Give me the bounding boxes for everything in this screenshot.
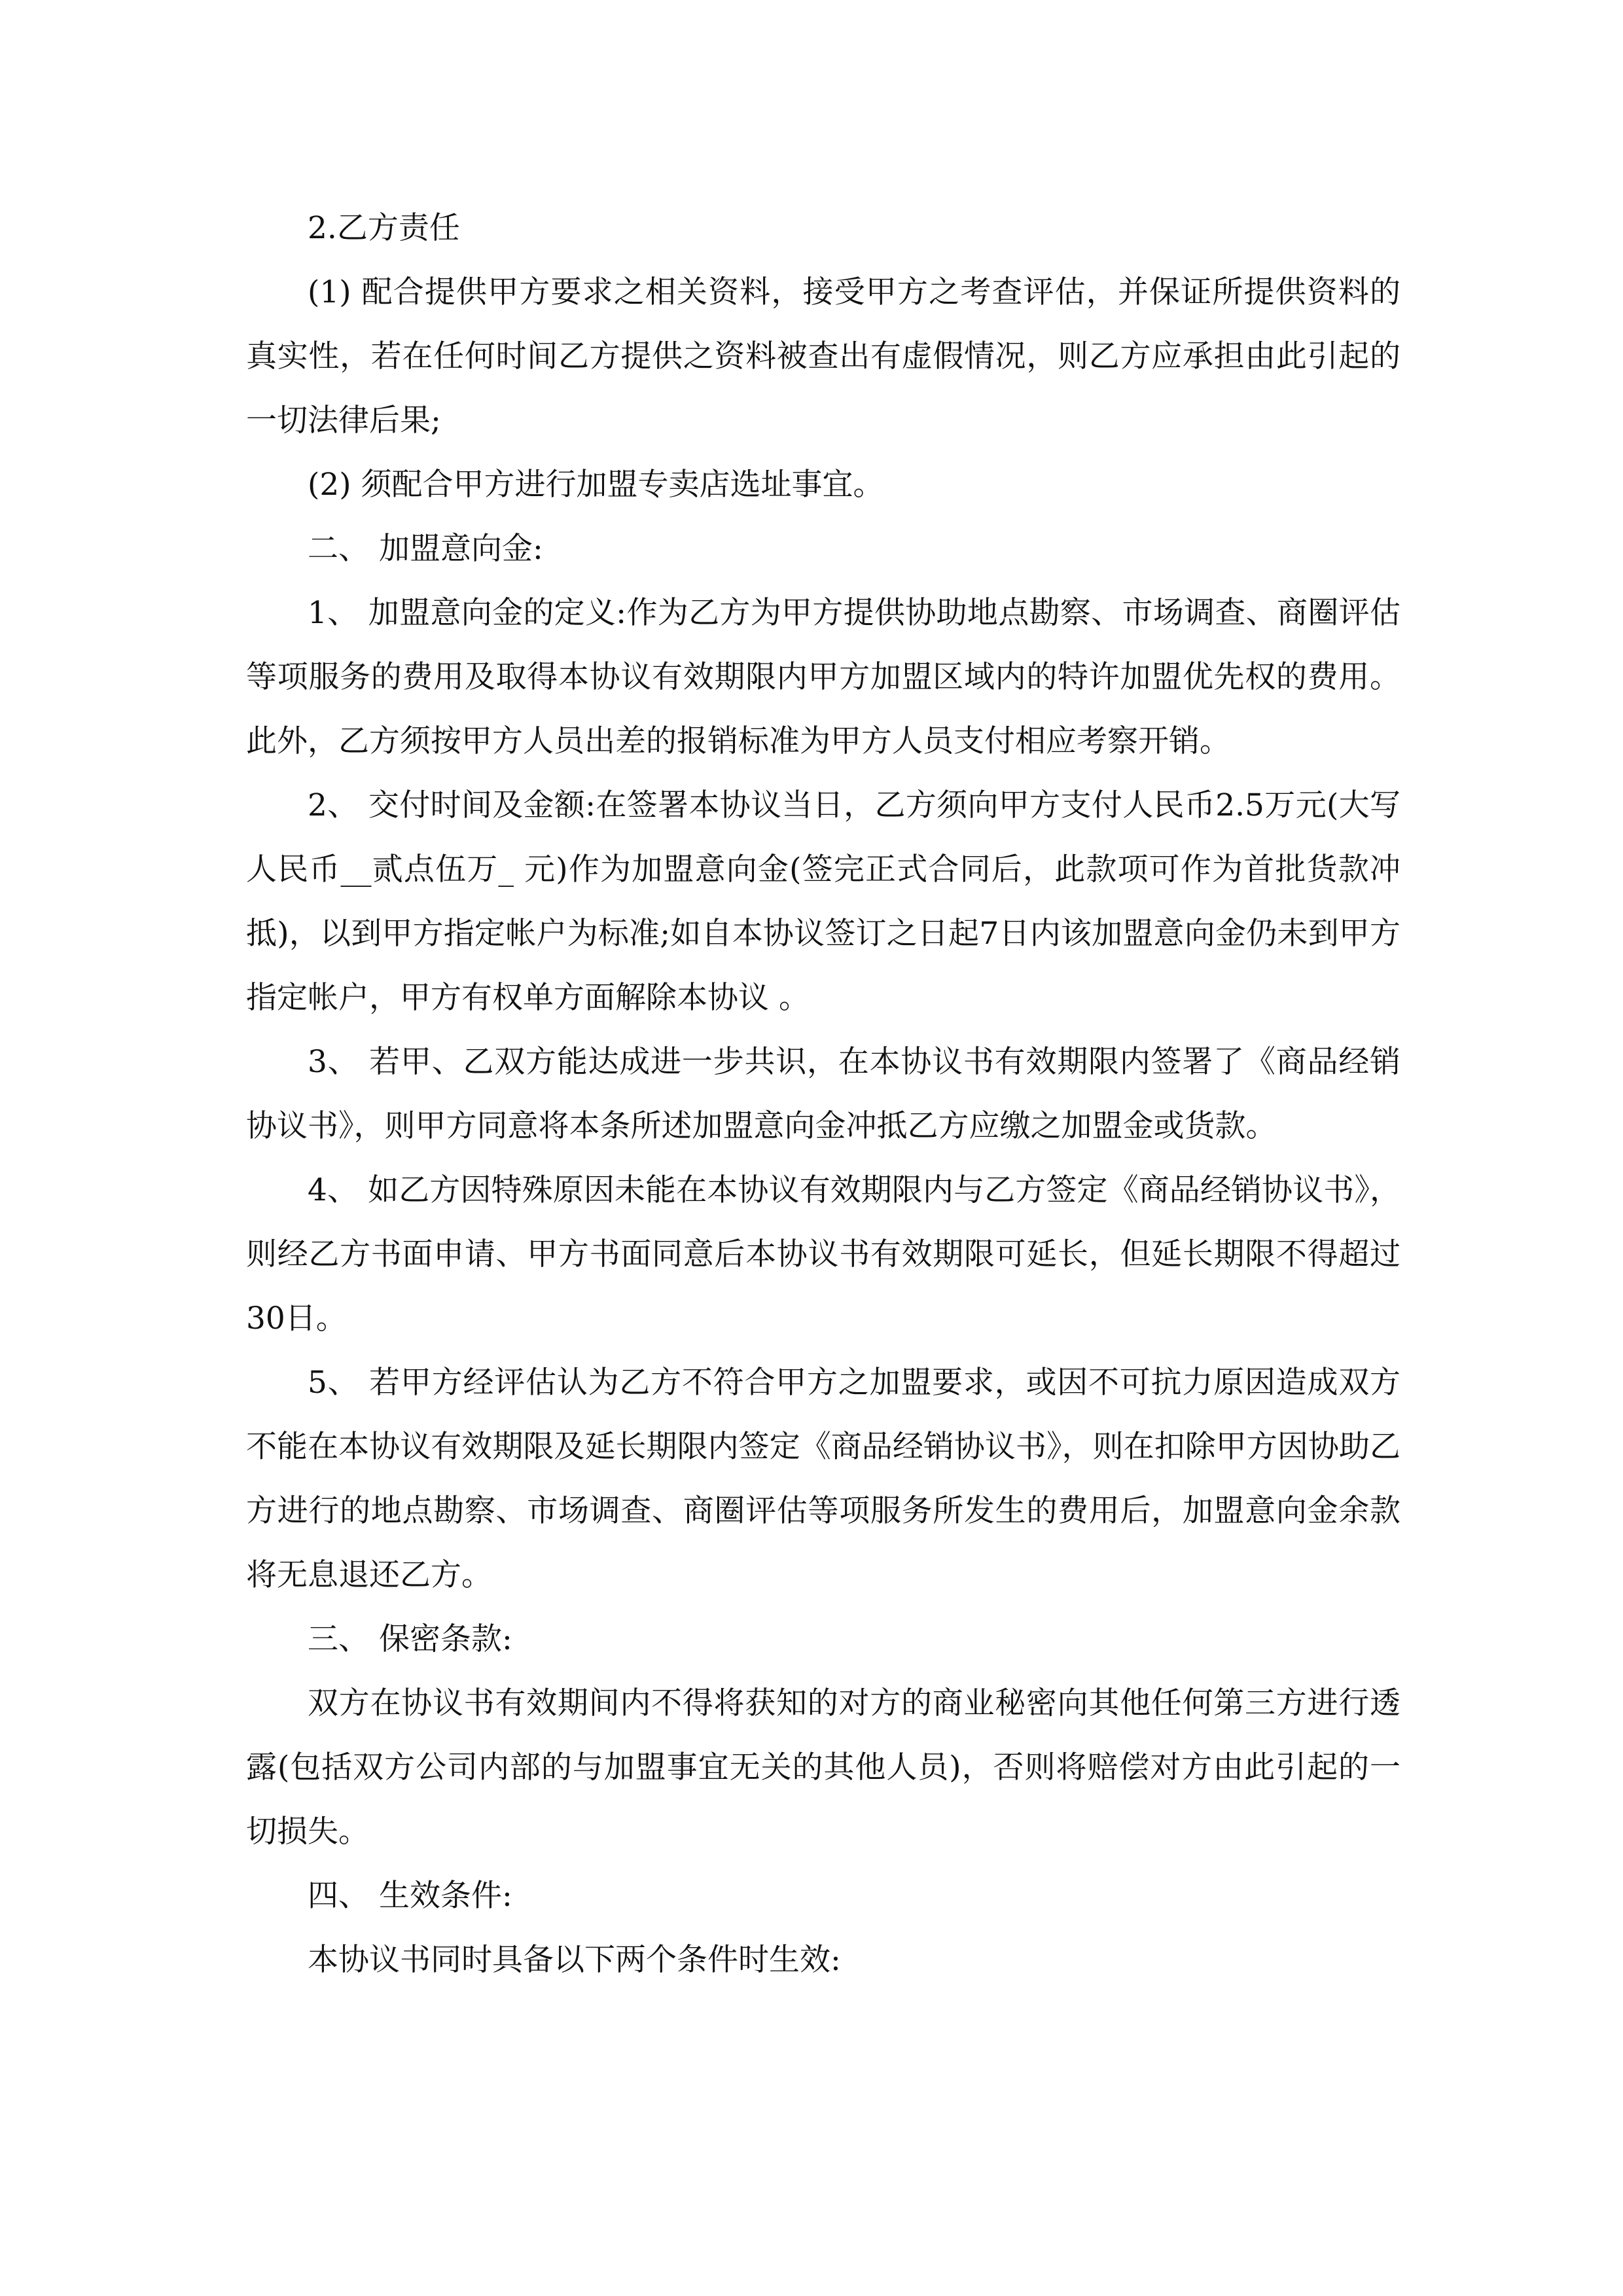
section-heading-confidentiality: 三、 保密条款: (308, 1621, 512, 1657)
paragraph-effective-conditions: 本协议书同时具备以下两个条件时生效: (308, 1942, 841, 1978)
paragraph-item-1: (1) 配合提供甲方要求之相关资料，接受甲方之考查评估，并保证所提供资料的真实性，若在任何时间乙方提供之资料被查出有虚假情况，则乙方应承担由此引起的一切法律后果; (246, 274, 1400, 439)
paragraph-refund: 5、 若甲方经评估认为乙方不符合甲方之加盟要求，或因不可抗力原因造成双方不能在本协议有效期限及延长期限内签定《商品经销协议书》，则在扣除甲方因协助乙方进行的地点勘察、市场调查、商圈评估等项服务所发生的费用后，加盟意向金余款将无息退还乙方。 (246, 1365, 1400, 1593)
section-heading-party-b-responsibility: 2.乙方责任 (308, 210, 460, 246)
section-heading-intention-deposit: 二、 加盟意向金: (308, 531, 543, 567)
paragraph-payment-time-amount: 2、 交付时间及金额:在签署本协议当日，乙方须向甲方支付人民币2.5万元(大写人民币__贰点伍万_ 元)作为加盟意向金(签完正式合同后，此款项可作为首批货款冲抵)，以到甲方指定帐户为标准;如自本协议签订之日起7日内该加盟意向金仍未到甲方指定帐户，甲方有权单方面解除本协议 。 (246, 787, 1400, 1016)
paragraph-extension: 4、 如乙方因特殊原因未能在本协议有效期限内与乙方签定《商品经销协议书》，则经乙方书面申请、甲方书面同意后本协议书有效期限可延长，但延长期限不得超过30日。 (246, 1172, 1400, 1336)
paragraph-confidentiality: 双方在协议书有效期间内不得将获知的对方的商业秘密向其他任何第三方进行透露(包括双方公司内部的与加盟事宜无关的其他人员)，否则将赔偿对方由此引起的一切损失。 (246, 1685, 1400, 1850)
paragraph-deposit-definition: 1、 加盟意向金的定义:作为乙方为甲方提供协助地点勘察、市场调查、商圈评估等项服务的费用及取得本协议有效期限内甲方加盟区域内的特许加盟优先权的费用。此外，乙方须按甲方人员出差的报销标准为甲方人员支付相应考察开销。 (246, 595, 1400, 759)
document-body (246, 196, 1400, 1992)
paragraph-item-2: (2) 须配合甲方进行加盟专卖店选址事宜。 (308, 467, 884, 503)
paragraph-consensus: 3、 若甲、乙双方能达成进一步共识，在本协议书有效期限内签署了《商品经销协议书》，则甲方同意将本条所述加盟意向金冲抵乙方应缴之加盟金或货款。 (246, 1044, 1400, 1144)
section-heading-effective-conditions: 四、 生效条件: (308, 1878, 512, 1914)
